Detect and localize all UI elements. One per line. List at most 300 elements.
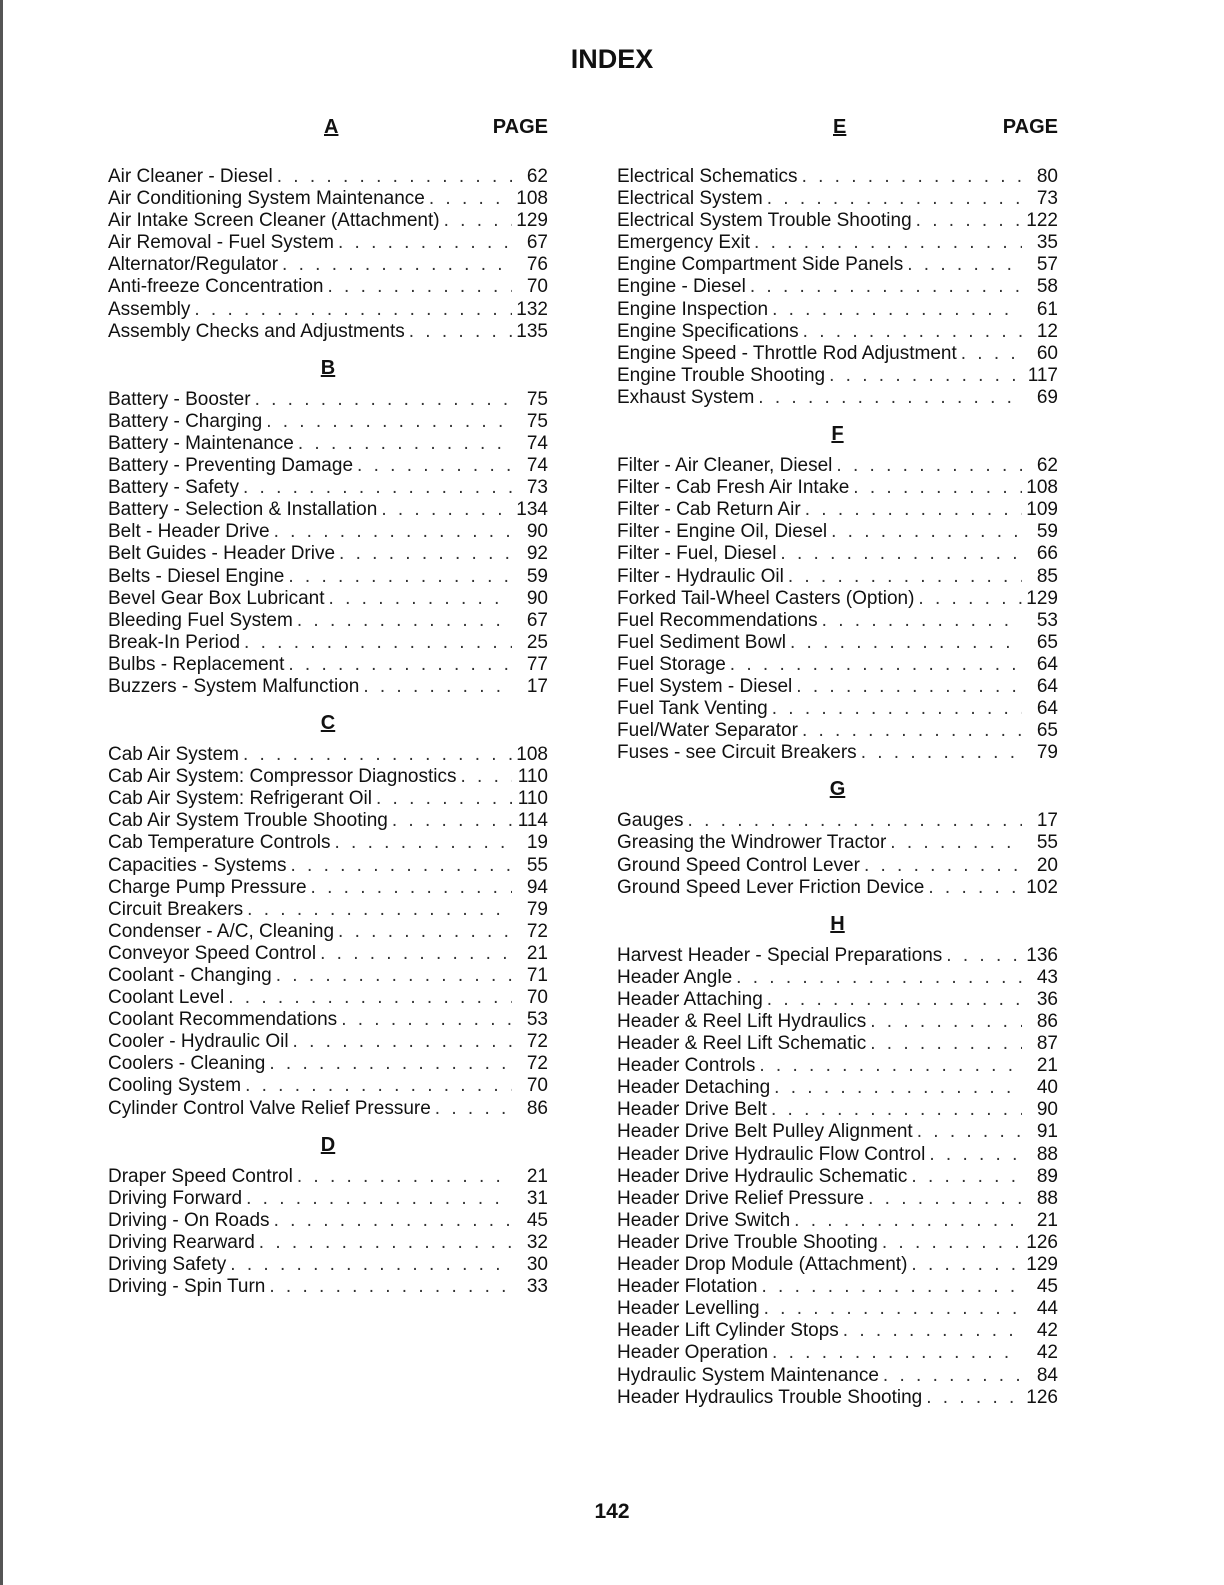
entry-label: Engine - Diesel xyxy=(617,276,746,298)
dot-leader xyxy=(381,499,512,521)
entry-label: Header Operation xyxy=(617,1342,769,1364)
entry-page: 62 xyxy=(1036,455,1058,477)
dot-leader xyxy=(444,210,512,232)
dot-leader xyxy=(805,499,1022,521)
index-entry xyxy=(617,365,1058,387)
dot-leader xyxy=(767,989,1022,1011)
index-entry xyxy=(617,455,1058,477)
index-entry xyxy=(617,1320,1058,1342)
index-entry xyxy=(617,676,1058,698)
dot-leader xyxy=(243,477,512,499)
dot-leader xyxy=(230,1254,512,1276)
entry-page: 60 xyxy=(1036,342,1058,364)
entry-label: Fuel Tank Venting xyxy=(617,698,768,720)
entry-page: 33 xyxy=(526,1276,548,1298)
index-entry xyxy=(617,1033,1058,1055)
dot-leader xyxy=(327,276,512,298)
entry-page: 42 xyxy=(1036,1342,1058,1364)
dot-leader xyxy=(907,254,1022,276)
entry-page: 72 xyxy=(526,1053,548,1075)
dot-leader xyxy=(243,744,512,766)
index-sections xyxy=(617,166,1058,1409)
entry-page: 86 xyxy=(526,1097,548,1119)
index-entry xyxy=(617,1166,1058,1188)
dot-leader xyxy=(761,1276,1022,1298)
entry-page: 70 xyxy=(526,276,548,298)
entry-page: 114 xyxy=(517,810,548,832)
index-entry xyxy=(617,188,1058,210)
section-letter: D xyxy=(320,1133,336,1156)
entry-page: 43 xyxy=(1036,966,1058,988)
index-entry xyxy=(617,1011,1058,1033)
entry-page: 64 xyxy=(1036,653,1058,675)
dot-leader xyxy=(772,1342,1022,1364)
section-letter: H xyxy=(830,912,845,935)
entry-page: 88 xyxy=(1036,1143,1058,1165)
dot-leader xyxy=(409,321,512,343)
entry-label: Charge Pump Pressure xyxy=(108,876,307,898)
entry-page: 42 xyxy=(1036,1320,1058,1342)
entry-label: Forked Tail-Wheel Casters (Option) xyxy=(617,587,915,609)
index-entry xyxy=(617,720,1058,742)
entry-page: 36 xyxy=(1036,988,1058,1010)
entry-page: 71 xyxy=(526,965,548,986)
dot-leader xyxy=(247,899,512,921)
entry-page: 55 xyxy=(526,854,548,876)
dot-leader xyxy=(736,967,1022,989)
entry-label: Hydraulic System Maintenance xyxy=(617,1364,879,1386)
dot-leader xyxy=(911,1254,1022,1276)
dot-leader xyxy=(754,232,1022,254)
index-entry xyxy=(617,166,1058,188)
entry-page: 21 xyxy=(1036,1209,1058,1231)
index-entry xyxy=(617,967,1058,989)
entry-label: Gauges xyxy=(617,810,684,832)
dot-leader xyxy=(796,676,1022,698)
entry-label: Exhaust System xyxy=(617,386,755,408)
index-entry xyxy=(108,588,548,610)
index-entry xyxy=(108,921,548,943)
entry-label: Header Drive Relief Pressure xyxy=(617,1187,865,1209)
entry-page: 129 xyxy=(1026,587,1058,609)
entry-page: 73 xyxy=(526,477,548,499)
index-entry xyxy=(108,1210,548,1232)
dot-leader xyxy=(376,788,512,810)
entry-page: 80 xyxy=(1036,166,1058,187)
index-entry xyxy=(108,1276,548,1298)
entry-page: 65 xyxy=(1036,720,1058,742)
entry-page: 30 xyxy=(526,1254,548,1276)
entry-label: Cab Air System: Refrigerant Oil xyxy=(108,788,372,810)
dot-leader xyxy=(228,987,512,1009)
entry-page: 57 xyxy=(1036,254,1058,276)
entry-label: Engine Speed - Throttle Rod Adjustment xyxy=(617,342,957,364)
index-entry xyxy=(617,1342,1058,1364)
index-entry xyxy=(108,1031,548,1053)
entry-label: Electrical System xyxy=(617,188,763,210)
index-entry xyxy=(617,1387,1058,1409)
column-header-page: PAGE xyxy=(492,116,548,138)
dot-leader xyxy=(882,1232,1022,1254)
entry-page: 89 xyxy=(1036,1165,1058,1187)
entry-label: Alternator/Regulator xyxy=(108,254,279,276)
dot-leader xyxy=(276,965,512,987)
entry-page: 19 xyxy=(526,832,548,854)
entry-label: Header Controls xyxy=(617,1055,756,1077)
index-entry xyxy=(617,855,1058,877)
index-entry xyxy=(108,744,548,766)
entry-label: Filter - Hydraulic Oil xyxy=(617,565,784,587)
entry-label: Emergency Exit xyxy=(617,232,751,254)
index-entry xyxy=(108,566,548,588)
page-number: 142 xyxy=(594,1500,630,1523)
entry-page: 110 xyxy=(517,788,548,810)
index-entry xyxy=(617,810,1058,832)
entry-page: 21 xyxy=(1036,1055,1058,1077)
entry-label: Assembly Checks and Adjustments xyxy=(108,320,405,342)
entry-label: Header Drive Belt Pulley Alignment xyxy=(617,1121,913,1143)
column-header-page: PAGE xyxy=(1002,116,1058,138)
entry-page: 90 xyxy=(526,587,548,609)
entry-page: 108 xyxy=(516,744,548,766)
entry-page: 90 xyxy=(1036,1099,1058,1121)
entry-label: Fuel System - Diesel xyxy=(617,675,793,697)
index-entry xyxy=(108,232,548,254)
dot-leader xyxy=(255,389,512,411)
entry-page: 20 xyxy=(1036,854,1058,876)
index-entry xyxy=(108,810,548,832)
dot-leader xyxy=(293,1031,512,1053)
dot-leader xyxy=(861,742,1022,764)
page-edge xyxy=(0,0,3,1585)
entry-label: Coolant - Changing xyxy=(108,965,272,986)
dot-leader xyxy=(363,676,512,698)
entry-label: Filter - Cab Return Air xyxy=(617,499,801,521)
index-entry xyxy=(617,299,1058,321)
index-entry xyxy=(617,1254,1058,1276)
entry-page: 73 xyxy=(1036,188,1058,210)
entry-page: 110 xyxy=(517,766,548,788)
index-entry xyxy=(617,877,1058,899)
entry-label: Battery - Preventing Damage xyxy=(108,455,354,477)
entry-label: Bleeding Fuel System xyxy=(108,609,293,631)
dot-leader xyxy=(771,1099,1022,1121)
index-entry xyxy=(108,1188,548,1210)
index-entry xyxy=(617,276,1058,298)
entry-page: 117 xyxy=(1027,364,1058,386)
entry-label: Driving Forward xyxy=(108,1187,243,1209)
entry-label: Coolant Recommendations xyxy=(108,1009,338,1031)
entry-label: Header Drive Switch xyxy=(617,1209,791,1231)
entry-page: 21 xyxy=(526,942,548,964)
entry-page: 74 xyxy=(526,455,548,477)
index-entry xyxy=(108,877,548,899)
entry-label: Air Intake Screen Cleaner (Attachment) xyxy=(108,210,440,232)
dot-leader xyxy=(688,810,1022,832)
entry-page: 45 xyxy=(1036,1276,1058,1298)
index-entry xyxy=(108,1075,548,1097)
entry-page: 62 xyxy=(526,166,548,187)
section-letter: C xyxy=(320,712,336,735)
entry-page: 122 xyxy=(1026,210,1058,232)
index-entry xyxy=(617,1276,1058,1298)
entry-label: Header Drive Trouble Shooting xyxy=(617,1231,878,1253)
entry-label: Filter - Fuel, Diesel xyxy=(617,543,777,565)
dot-leader xyxy=(788,566,1022,588)
index-entry xyxy=(108,411,548,433)
index-entry xyxy=(108,433,548,455)
entry-label: Driving Safety xyxy=(108,1254,227,1276)
dot-leader xyxy=(392,810,512,832)
entry-label: Header Hydraulics Trouble Shooting xyxy=(617,1386,923,1408)
index-entry xyxy=(108,1232,548,1254)
index-entry xyxy=(108,832,548,854)
entry-page: 40 xyxy=(1036,1077,1058,1099)
entry-label: Header Levelling xyxy=(617,1298,760,1320)
entry-label: Header Drive Hydraulic Flow Control xyxy=(617,1143,926,1165)
dot-leader xyxy=(311,877,512,899)
dot-leader xyxy=(288,654,512,676)
entry-label: Cab Temperature Controls xyxy=(108,832,331,854)
entry-label: Battery - Maintenance xyxy=(108,432,294,454)
index-entry xyxy=(108,499,548,521)
index-entry xyxy=(108,632,548,654)
entry-page: 86 xyxy=(1036,1011,1058,1032)
entry-page: 53 xyxy=(1036,609,1058,631)
index-sections xyxy=(108,166,548,1298)
entry-label: Battery - Selection & Installation xyxy=(108,499,378,521)
entry-page: 72 xyxy=(526,1031,548,1053)
index-entry xyxy=(617,343,1058,365)
entry-page: 17 xyxy=(526,675,548,697)
entry-label: Air Cleaner - Diesel xyxy=(108,166,273,187)
dot-leader xyxy=(780,543,1022,565)
dot-leader xyxy=(764,1298,1022,1320)
dot-leader xyxy=(297,1166,512,1188)
entry-label: Greasing the Windrower Tractor xyxy=(617,832,887,854)
entry-label: Break-In Period xyxy=(108,631,241,653)
index-entry xyxy=(108,654,548,676)
dot-leader xyxy=(870,1011,1022,1033)
index-entry xyxy=(617,254,1058,276)
entry-label: Header Flotation xyxy=(617,1276,758,1298)
entry-page: 25 xyxy=(526,631,548,653)
dot-leader xyxy=(890,832,1022,854)
index-entry xyxy=(108,676,548,698)
entry-page: 134 xyxy=(516,499,548,521)
dot-leader xyxy=(282,254,512,276)
dot-leader xyxy=(918,588,1022,610)
dot-leader xyxy=(831,521,1022,543)
entry-label: Filter - Air Cleaner, Diesel xyxy=(617,455,833,477)
entry-page: 55 xyxy=(1036,832,1058,854)
index-entry xyxy=(617,210,1058,232)
dot-leader xyxy=(928,877,1022,899)
entry-page: 108 xyxy=(516,188,548,210)
entry-page: 126 xyxy=(1026,1231,1058,1253)
dot-leader xyxy=(836,455,1022,477)
entry-page: 76 xyxy=(526,254,548,276)
entry-label: Cab Air System: Compressor Diagnostics xyxy=(108,766,457,788)
entry-label: Battery - Charging xyxy=(108,410,263,432)
entry-page: 45 xyxy=(526,1209,548,1231)
index-entry xyxy=(108,521,548,543)
entry-page: 44 xyxy=(1036,1298,1058,1320)
index-entry xyxy=(108,610,548,632)
entry-page: 65 xyxy=(1036,631,1058,653)
index-entry xyxy=(108,987,548,1009)
index-entry xyxy=(617,654,1058,676)
index-entry xyxy=(108,965,548,987)
dot-leader xyxy=(429,188,512,210)
entry-page: 79 xyxy=(526,898,548,920)
entry-page: 32 xyxy=(526,1231,548,1253)
section-letter: F xyxy=(831,423,844,446)
index-entry xyxy=(108,188,548,210)
entry-label: Electrical Schematics xyxy=(617,166,798,187)
section-letter: B xyxy=(320,356,336,379)
dot-leader xyxy=(802,166,1022,188)
dot-leader xyxy=(259,1232,512,1254)
entry-label: Battery - Safety xyxy=(108,477,239,499)
dot-leader xyxy=(864,855,1022,877)
dot-leader xyxy=(926,1387,1022,1409)
index-entry xyxy=(108,1053,548,1075)
column-header xyxy=(617,116,1058,146)
entry-page: 70 xyxy=(526,1075,548,1097)
dot-leader xyxy=(853,477,1022,499)
entry-page: 94 xyxy=(526,876,548,898)
entry-label: Fuel Recommendations xyxy=(617,609,818,631)
entry-label: Engine Inspection xyxy=(617,298,769,320)
index-entry xyxy=(108,1009,548,1031)
entry-label: Belts - Diesel Engine xyxy=(108,565,285,587)
index-entry xyxy=(108,855,548,877)
index-entry xyxy=(617,232,1058,254)
entry-page: 70 xyxy=(526,987,548,1009)
entry-label: Bulbs - Replacement xyxy=(108,653,285,675)
dot-leader xyxy=(730,654,1022,676)
entry-page: 69 xyxy=(1036,386,1058,408)
dot-leader xyxy=(297,610,512,632)
dot-leader xyxy=(274,1210,512,1232)
entry-label: Engine Specifications xyxy=(617,320,799,342)
dot-leader xyxy=(868,1188,1022,1210)
dot-leader xyxy=(916,210,1022,232)
entry-label: Cab Air System Trouble Shooting xyxy=(108,810,388,832)
dot-leader xyxy=(772,698,1022,720)
index-entry xyxy=(108,788,548,810)
entry-page: 35 xyxy=(1036,232,1058,254)
entry-label: Air Removal - Fuel System xyxy=(108,232,334,254)
dot-leader xyxy=(772,299,1022,321)
dot-leader xyxy=(822,610,1022,632)
column-header-letter: E xyxy=(833,116,847,138)
index-entry xyxy=(617,321,1058,343)
entry-page: 74 xyxy=(526,432,548,454)
entry-label: Header Lift Cylinder Stops xyxy=(617,1320,839,1342)
entry-page: 67 xyxy=(526,609,548,631)
entry-page: 75 xyxy=(526,410,548,432)
dot-leader xyxy=(269,1276,512,1298)
dot-leader xyxy=(244,632,512,654)
index-entry xyxy=(108,389,548,411)
dot-leader xyxy=(320,943,512,965)
entry-label: Fuses - see Circuit Breakers xyxy=(617,742,857,764)
entry-page: 87 xyxy=(1036,1033,1058,1055)
entry-page: 66 xyxy=(1036,543,1058,565)
index-entry xyxy=(617,1144,1058,1166)
index-entry xyxy=(617,832,1058,854)
index-entry xyxy=(617,1055,1058,1077)
entry-page: 79 xyxy=(1036,742,1058,764)
dot-leader xyxy=(245,1075,512,1097)
entry-label: Belt - Header Drive xyxy=(108,521,270,543)
index-entry xyxy=(617,588,1058,610)
entry-label: Circuit Breakers xyxy=(108,898,244,920)
entry-label: Driving - Spin Turn xyxy=(108,1276,266,1298)
index-entry xyxy=(617,1188,1058,1210)
dot-leader xyxy=(357,455,512,477)
entry-page: 17 xyxy=(1036,810,1058,832)
index-entry xyxy=(108,1254,548,1276)
dot-leader xyxy=(911,1166,1022,1188)
dot-leader xyxy=(946,945,1022,967)
entry-page: 85 xyxy=(1036,565,1058,587)
index-entry xyxy=(617,989,1058,1011)
index-entry xyxy=(617,1232,1058,1254)
dot-leader xyxy=(194,299,512,321)
dot-leader xyxy=(767,188,1022,210)
entry-page: 58 xyxy=(1036,276,1058,298)
index-entry xyxy=(617,1099,1058,1121)
dot-leader xyxy=(288,566,512,588)
entry-label: Ground Speed Lever Friction Device xyxy=(617,876,925,898)
entry-page: 31 xyxy=(526,1187,548,1209)
dot-leader xyxy=(341,1009,512,1031)
dot-leader xyxy=(759,1055,1022,1077)
entry-page: 12 xyxy=(1036,320,1058,342)
dot-leader xyxy=(758,387,1022,409)
index-entry xyxy=(108,943,548,965)
entry-label: Header & Reel Lift Schematic xyxy=(617,1033,867,1055)
entry-label: Air Conditioning System Maintenance xyxy=(108,188,425,210)
index-entry xyxy=(108,543,548,565)
dot-leader xyxy=(290,855,512,877)
dot-leader xyxy=(277,166,512,188)
dot-leader xyxy=(435,1098,512,1120)
entry-page: 64 xyxy=(1036,698,1058,720)
entry-page: 90 xyxy=(526,521,548,543)
entry-page: 129 xyxy=(516,210,548,232)
dot-leader xyxy=(929,1144,1022,1166)
entry-page: 61 xyxy=(1036,298,1058,320)
index-entry xyxy=(617,521,1058,543)
index-entry xyxy=(617,945,1058,967)
index-entry xyxy=(108,477,548,499)
index-entry xyxy=(108,1166,548,1188)
index-entry xyxy=(617,1121,1058,1143)
entry-page: 126 xyxy=(1026,1386,1058,1408)
entry-label: Header Angle xyxy=(617,966,733,988)
dot-leader xyxy=(339,543,512,565)
entry-label: Header Drive Belt xyxy=(617,1099,767,1121)
index-entry xyxy=(108,210,548,232)
index-entry xyxy=(617,1298,1058,1320)
dot-leader xyxy=(338,232,512,254)
index-entry xyxy=(617,610,1058,632)
dot-leader xyxy=(774,1077,1022,1099)
